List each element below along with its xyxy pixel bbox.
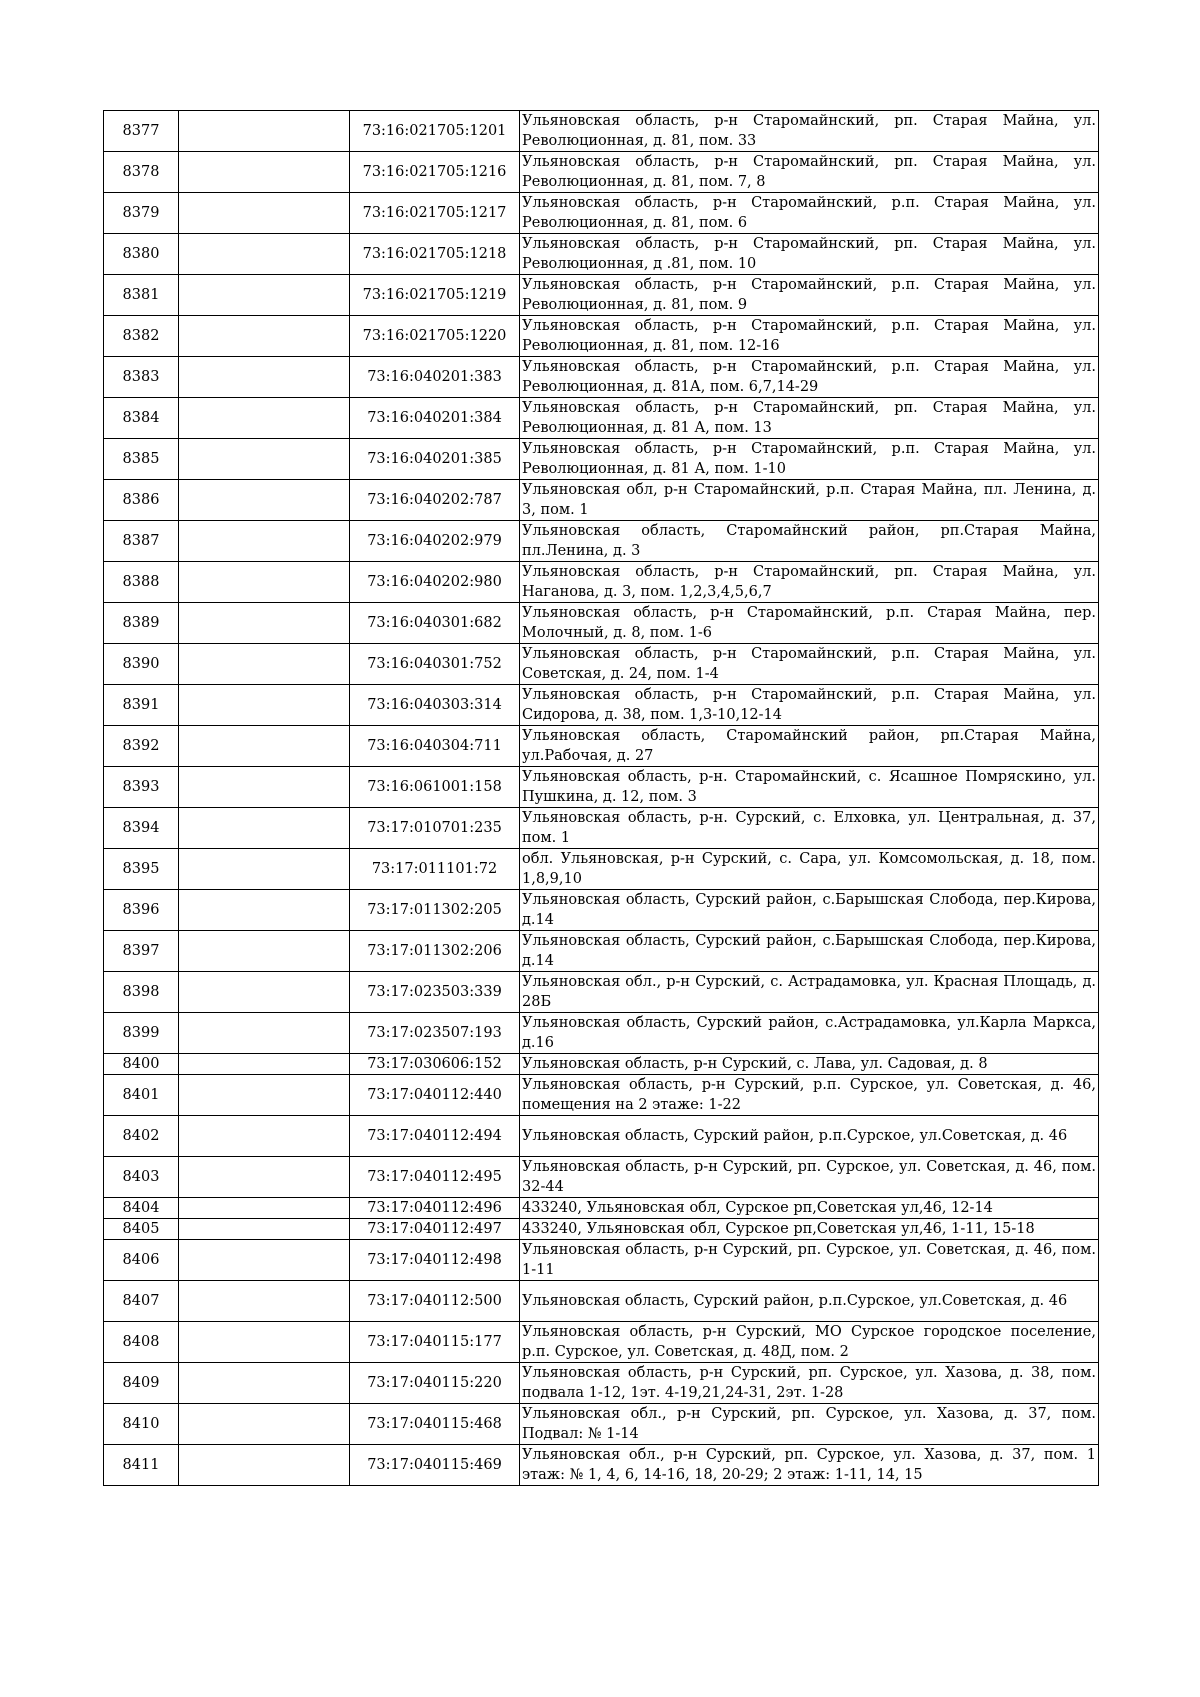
cadastral-number-cell: 73:17:040115:177	[350, 1322, 520, 1363]
cadastral-number-cell: 73:17:040115:468	[350, 1404, 520, 1445]
row-number-cell: 8406	[104, 1240, 179, 1281]
empty-cell	[179, 439, 350, 480]
cadastral-number-cell: 73:17:040112:440	[350, 1075, 520, 1116]
cadastral-number-cell: 73:16:040202:980	[350, 562, 520, 603]
empty-cell	[179, 357, 350, 398]
row-number-cell: 8386	[104, 480, 179, 521]
row-number-cell: 8402	[104, 1116, 179, 1157]
document-page	[103, 110, 1099, 1486]
address-cell: Ульяновская область, р-н Старомайнский, рп. Старая Майна, ул. Наганова, д. 3, пом. 1,2,3,4,5,6,7	[520, 562, 1099, 603]
address-cell: Ульяновская область, Сурский район, с.Астрадамовка, ул.Карла Маркса, д.16	[520, 1013, 1099, 1054]
cadastral-number-cell: 73:16:040301:682	[350, 603, 520, 644]
address-cell: Ульяновская область, р-н Сурский, МО Сурское городское поселение, р.п. Сурское, ул. Советская, д. 48Д, пом. 2	[520, 1322, 1099, 1363]
address-cell: Ульяновская область, Сурский район, р.п.Сурское, ул.Советская, д. 46	[520, 1281, 1099, 1322]
table-row	[104, 521, 1099, 562]
empty-cell	[179, 562, 350, 603]
cadastral-number-cell: 73:17:010701:235	[350, 808, 520, 849]
table-row	[104, 808, 1099, 849]
table-row	[104, 644, 1099, 685]
address-cell: Ульяновская область, р-н Старомайнский, р.п. Старая Майна, ул. Сидорова, д. 38, пом. 1,3-10,12-14	[520, 685, 1099, 726]
row-number-cell: 8397	[104, 931, 179, 972]
table-row	[104, 1157, 1099, 1198]
cadastral-number-cell: 73:16:040301:752	[350, 644, 520, 685]
address-cell: Ульяновская область, р-н. Сурский, с. Елховка, ул. Центральная, д. 37, пом. 1	[520, 808, 1099, 849]
table-row	[104, 275, 1099, 316]
cadastral-number-cell: 73:16:021705:1217	[350, 193, 520, 234]
empty-cell	[179, 275, 350, 316]
registry-table	[103, 110, 1099, 1486]
table-row	[104, 849, 1099, 890]
table-row	[104, 1075, 1099, 1116]
empty-cell	[179, 685, 350, 726]
cadastral-number-cell: 73:16:040201:383	[350, 357, 520, 398]
empty-cell	[179, 1157, 350, 1198]
cadastral-number-cell: 73:17:040112:497	[350, 1219, 520, 1240]
row-number-cell: 8377	[104, 111, 179, 152]
cadastral-number-cell: 73:16:021705:1218	[350, 234, 520, 275]
address-cell: Ульяновская область, р-н Сурский, рп. Сурское, ул. Хазова, д. 38, пом. подвала 1-12, 1эт. 4-19,21,24-31, 2эт. 1-28	[520, 1363, 1099, 1404]
address-cell: обл. Ульяновская, р-н Сурский, с. Сара, ул. Комсомольская, д. 18, пом. 1,8,9,10	[520, 849, 1099, 890]
address-cell: Ульяновская область, Старомайнский район, рп.Старая Майна, пл.Ленина, д. 3	[520, 521, 1099, 562]
address-cell: 433240, Ульяновская обл, Сурское рп,Советская ул,46, 12-14	[520, 1198, 1099, 1219]
address-cell: Ульяновская область, Сурский район, р.п.Сурское, ул.Советская, д. 46	[520, 1116, 1099, 1157]
table-row	[104, 890, 1099, 931]
cadastral-number-cell: 73:17:011101:72	[350, 849, 520, 890]
table-row	[104, 111, 1099, 152]
address-cell: Ульяновская область, р-н Сурский, рп. Сурское, ул. Советская, д. 46, пом. 1-11	[520, 1240, 1099, 1281]
address-cell: Ульяновская область, р-н Старомайнский, рп. Старая Майна, ул. Революционная, д. 81, пом. 33	[520, 111, 1099, 152]
empty-cell	[179, 972, 350, 1013]
empty-cell	[179, 521, 350, 562]
address-cell: Ульяновская область, р-н Старомайнский, р.п. Старая Майна, ул. Революционная, д. 81, пом. 6	[520, 193, 1099, 234]
cadastral-number-cell: 73:17:040115:469	[350, 1445, 520, 1486]
address-cell: Ульяновская область, р-н Старомайнский, рп. Старая Майна, ул. Революционная, д. 81 А, пом. 13	[520, 398, 1099, 439]
cadastral-number-cell: 73:16:021705:1216	[350, 152, 520, 193]
table-row	[104, 603, 1099, 644]
table-row	[104, 1322, 1099, 1363]
empty-cell	[179, 152, 350, 193]
row-number-cell: 8403	[104, 1157, 179, 1198]
cadastral-number-cell: 73:16:040202:979	[350, 521, 520, 562]
empty-cell	[179, 1404, 350, 1445]
row-number-cell: 8407	[104, 1281, 179, 1322]
address-cell: Ульяновская область, р-н Старомайнский, рп. Старая Майна, ул. Революционная, д. 81, пом. 7, 8	[520, 152, 1099, 193]
table-row	[104, 562, 1099, 603]
row-number-cell: 8394	[104, 808, 179, 849]
cadastral-number-cell: 73:16:021705:1219	[350, 275, 520, 316]
row-number-cell: 8391	[104, 685, 179, 726]
table-row	[104, 357, 1099, 398]
table-row	[104, 972, 1099, 1013]
row-number-cell: 8401	[104, 1075, 179, 1116]
table-row	[104, 480, 1099, 521]
table-row	[104, 152, 1099, 193]
row-number-cell: 8381	[104, 275, 179, 316]
cadastral-number-cell: 73:17:040112:496	[350, 1198, 520, 1219]
empty-cell	[179, 1240, 350, 1281]
row-number-cell: 8389	[104, 603, 179, 644]
address-cell: Ульяновская обл., р-н Сурский, рп. Сурское, ул. Хазова, д. 37, пом. Подвал: № 1-14	[520, 1404, 1099, 1445]
row-number-cell: 8410	[104, 1404, 179, 1445]
row-number-cell: 8404	[104, 1198, 179, 1219]
empty-cell	[179, 603, 350, 644]
empty-cell	[179, 316, 350, 357]
table-row	[104, 1445, 1099, 1486]
table-row	[104, 1054, 1099, 1075]
table-row	[104, 1404, 1099, 1445]
row-number-cell: 8384	[104, 398, 179, 439]
row-number-cell: 8392	[104, 726, 179, 767]
address-cell: Ульяновская обл., р-н Сурский, рп. Сурское, ул. Хазова, д. 37, пом. 1 этаж: № 1, 4, 6, 14-16, 18, 20-29; 2 этаж: 1-11, 14, 15	[520, 1445, 1099, 1486]
address-cell: Ульяновская обл., р-н Сурский, с. Астрадамовка, ул. Красная Площадь, д. 28Б	[520, 972, 1099, 1013]
empty-cell	[179, 1116, 350, 1157]
cadastral-number-cell: 73:16:021705:1220	[350, 316, 520, 357]
cadastral-number-cell: 73:17:023503:339	[350, 972, 520, 1013]
row-number-cell: 8396	[104, 890, 179, 931]
empty-cell	[179, 726, 350, 767]
empty-cell	[179, 849, 350, 890]
cadastral-number-cell: 73:17:040115:220	[350, 1363, 520, 1404]
empty-cell	[179, 1219, 350, 1240]
empty-cell	[179, 808, 350, 849]
row-number-cell: 8382	[104, 316, 179, 357]
cadastral-number-cell: 73:16:040304:711	[350, 726, 520, 767]
address-cell: Ульяновская область, р-н Старомайнский, рп. Старая Майна, ул. Революционная, д .81, пом. 10	[520, 234, 1099, 275]
row-number-cell: 8388	[104, 562, 179, 603]
table-row	[104, 1116, 1099, 1157]
row-number-cell: 8379	[104, 193, 179, 234]
row-number-cell: 8398	[104, 972, 179, 1013]
row-number-cell: 8400	[104, 1054, 179, 1075]
address-cell: Ульяновская область, р-н Старомайнский, р.п. Старая Майна, ул. Революционная, д. 81, пом. 12-16	[520, 316, 1099, 357]
table-row	[104, 1281, 1099, 1322]
empty-cell	[179, 890, 350, 931]
empty-cell	[179, 1281, 350, 1322]
empty-cell	[179, 1198, 350, 1219]
row-number-cell: 8408	[104, 1322, 179, 1363]
table-row	[104, 1363, 1099, 1404]
row-number-cell: 8411	[104, 1445, 179, 1486]
table-row	[104, 316, 1099, 357]
empty-cell	[179, 644, 350, 685]
table-row	[104, 1219, 1099, 1240]
cadastral-number-cell: 73:16:040201:385	[350, 439, 520, 480]
address-cell: 433240, Ульяновская обл, Сурское рп,Советская ул,46, 1-11, 15-18	[520, 1219, 1099, 1240]
empty-cell	[179, 767, 350, 808]
row-number-cell: 8395	[104, 849, 179, 890]
row-number-cell: 8393	[104, 767, 179, 808]
empty-cell	[179, 1322, 350, 1363]
table-row	[104, 726, 1099, 767]
table-row	[104, 1198, 1099, 1219]
cadastral-number-cell: 73:16:061001:158	[350, 767, 520, 808]
empty-cell	[179, 111, 350, 152]
empty-cell	[179, 1075, 350, 1116]
address-cell: Ульяновская область, р-н Старомайнский, р.п. Старая Майна, ул. Советская, д. 24, пом. 1-4	[520, 644, 1099, 685]
empty-cell	[179, 1013, 350, 1054]
cadastral-number-cell: 73:17:040112:494	[350, 1116, 520, 1157]
empty-cell	[179, 1363, 350, 1404]
address-cell: Ульяновская область, р-н Старомайнский, р.п. Старая Майна, ул. Революционная, д. 81, пом. 9	[520, 275, 1099, 316]
row-number-cell: 8405	[104, 1219, 179, 1240]
address-cell: Ульяновская область, р-н Сурский, рп. Сурское, ул. Советская, д. 46, пом. 32-44	[520, 1157, 1099, 1198]
cadastral-number-cell: 73:16:040202:787	[350, 480, 520, 521]
address-cell: Ульяновская область, р-н Старомайнский, р.п. Старая Майна, ул. Революционная, д. 81А, пом. 6,7,14-29	[520, 357, 1099, 398]
empty-cell	[179, 480, 350, 521]
cadastral-number-cell: 73:17:011302:206	[350, 931, 520, 972]
table-row	[104, 439, 1099, 480]
table-row	[104, 1240, 1099, 1281]
address-cell: Ульяновская область, р-н Старомайнский, р.п. Старая Майна, пер. Молочный, д. 8, пом. 1-6	[520, 603, 1099, 644]
row-number-cell: 8385	[104, 439, 179, 480]
row-number-cell: 8390	[104, 644, 179, 685]
address-cell: Ульяновская область, Сурский район, с.Барышская Слобода, пер.Кирова, д.14	[520, 931, 1099, 972]
address-cell: Ульяновская область, р-н. Старомайнский, с. Ясашное Помряскино, ул. Пушкина, д. 12, пом. 3	[520, 767, 1099, 808]
row-number-cell: 8383	[104, 357, 179, 398]
cadastral-number-cell: 73:17:040112:498	[350, 1240, 520, 1281]
empty-cell	[179, 1054, 350, 1075]
address-cell: Ульяновская область, р-н Сурский, с. Лава, ул. Садовая, д. 8	[520, 1054, 1099, 1075]
table-row	[104, 193, 1099, 234]
cadastral-number-cell: 73:17:023507:193	[350, 1013, 520, 1054]
registry-table-body	[104, 111, 1099, 1486]
table-row	[104, 767, 1099, 808]
empty-cell	[179, 931, 350, 972]
row-number-cell: 8380	[104, 234, 179, 275]
cadastral-number-cell: 73:17:030606:152	[350, 1054, 520, 1075]
address-cell: Ульяновская область, р-н Старомайнский, р.п. Старая Майна, ул. Революционная, д. 81 А, пом. 1-10	[520, 439, 1099, 480]
cadastral-number-cell: 73:17:040112:500	[350, 1281, 520, 1322]
row-number-cell: 8399	[104, 1013, 179, 1054]
cadastral-number-cell: 73:17:011302:205	[350, 890, 520, 931]
cadastral-number-cell: 73:17:040112:495	[350, 1157, 520, 1198]
cadastral-number-cell: 73:16:040303:314	[350, 685, 520, 726]
address-cell: Ульяновская область, р-н Сурский, р.п. Сурское, ул. Советская, д. 46, помещения на 2 этаже: 1-22	[520, 1075, 1099, 1116]
row-number-cell: 8387	[104, 521, 179, 562]
empty-cell	[179, 1445, 350, 1486]
address-cell: Ульяновская область, Сурский район, с.Барышская Слобода, пер.Кирова, д.14	[520, 890, 1099, 931]
table-row	[104, 398, 1099, 439]
table-row	[104, 931, 1099, 972]
cadastral-number-cell: 73:16:021705:1201	[350, 111, 520, 152]
empty-cell	[179, 193, 350, 234]
empty-cell	[179, 234, 350, 275]
row-number-cell: 8409	[104, 1363, 179, 1404]
address-cell: Ульяновская обл, р-н Старомайнский, р.п. Старая Майна, пл. Ленина, д. 3, пом. 1	[520, 480, 1099, 521]
cadastral-number-cell: 73:16:040201:384	[350, 398, 520, 439]
table-row	[104, 685, 1099, 726]
table-row	[104, 1013, 1099, 1054]
empty-cell	[179, 398, 350, 439]
table-row	[104, 234, 1099, 275]
address-cell: Ульяновская область, Старомайнский район, рп.Старая Майна, ул.Рабочая, д. 27	[520, 726, 1099, 767]
row-number-cell: 8378	[104, 152, 179, 193]
